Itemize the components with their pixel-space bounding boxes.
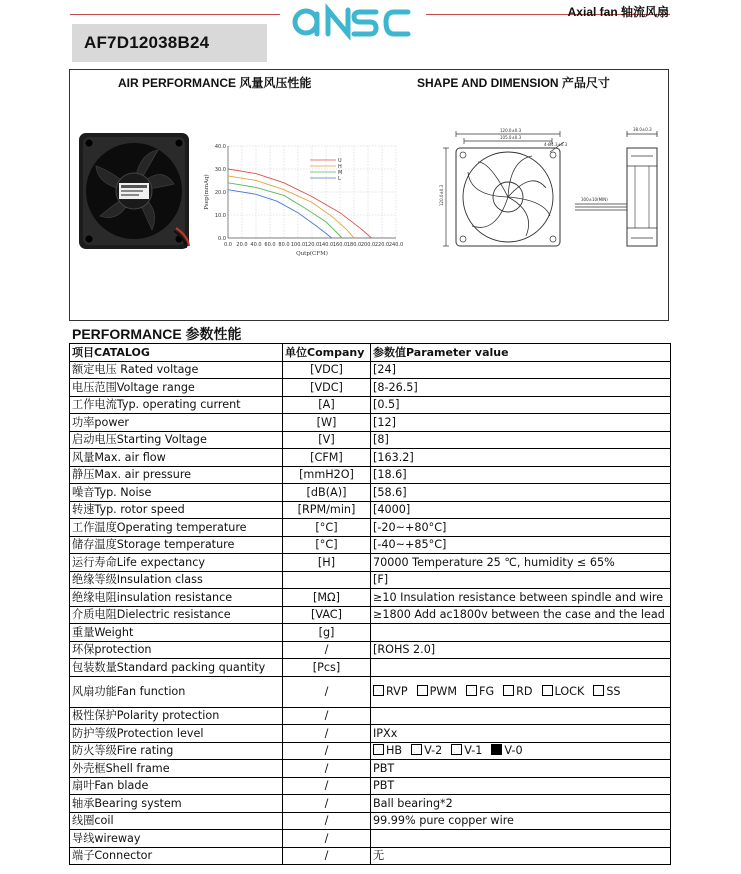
- legend-label: H: [338, 164, 342, 170]
- value-cell: [8]: [371, 431, 671, 449]
- catalog-cell: 包装数量Standard packing quantity: [70, 659, 283, 677]
- unit-cell: /: [283, 760, 371, 778]
- table-row: [70, 676, 671, 707]
- value-cell: IPXx: [371, 725, 671, 743]
- x-tick-label: 200.0: [360, 242, 376, 248]
- legend-label: M: [338, 170, 343, 176]
- table-row: [70, 396, 671, 414]
- checkbox-icon[interactable]: [417, 685, 428, 696]
- unit-cell: [W]: [283, 414, 371, 432]
- table-row: [70, 519, 671, 537]
- catalog-cell: 转速Typ. rotor speed: [70, 501, 283, 519]
- unit-cell: /: [283, 676, 371, 707]
- x-tick-label: 100.0: [290, 242, 306, 248]
- model-number-box: [72, 24, 267, 62]
- x-tick-label: 80.0: [278, 242, 290, 248]
- table-row: [70, 589, 671, 607]
- x-tick-label: 220.0: [374, 242, 390, 248]
- shape-dimension-title: SHAPE AND DIMENSION 产品尺寸: [417, 76, 610, 90]
- catalog-cell: 外壳框Shell frame: [70, 760, 283, 778]
- checkbox-icon[interactable]: [491, 744, 502, 755]
- catalog-cell: 重量Weight: [70, 624, 283, 642]
- x-tick-label: 60.0: [264, 242, 276, 248]
- value-cell: [24]: [371, 361, 671, 379]
- option-label: LOCK: [554, 685, 585, 698]
- y-tick-label: 20.0: [214, 190, 226, 196]
- catalog-cell: 线圈coil: [70, 812, 283, 830]
- option-rd[interactable]: [503, 685, 532, 698]
- y-tick-label: 30.0: [214, 167, 226, 173]
- unit-cell: [°C]: [283, 519, 371, 537]
- header-title: Axial fan 轴流风扇: [567, 5, 669, 19]
- dimension-side-view: [575, 126, 665, 256]
- value-cell: Ball bearing*2: [371, 795, 671, 813]
- x-tick-label: 40.0: [250, 242, 262, 248]
- table-row: [70, 760, 671, 778]
- header-rule-left: [70, 14, 280, 15]
- value-cell: [371, 659, 671, 677]
- x-tick-label: 140.0: [318, 242, 334, 248]
- catalog-cell: 工作温度Operating temperature: [70, 519, 283, 537]
- table-row: [70, 501, 671, 519]
- unit-cell: /: [283, 742, 371, 760]
- table-row: [70, 707, 671, 725]
- checkbox-icon[interactable]: [451, 744, 462, 755]
- value-cell: [-20~+80°C]: [371, 519, 671, 537]
- unit-cell: [°C]: [283, 536, 371, 554]
- table-row: [70, 606, 671, 624]
- catalog-cell: 介质电阻Dielectric resistance: [70, 606, 283, 624]
- unit-cell: [dB(A)]: [283, 484, 371, 502]
- option-fg[interactable]: [466, 685, 494, 698]
- catalog-cell: 扇叶Fan blade: [70, 777, 283, 795]
- table-row: [70, 449, 671, 467]
- unit-cell: /: [283, 641, 371, 659]
- catalog-cell: 绝缘等级Insulation class: [70, 571, 283, 589]
- value-cell: [ROHS 2.0]: [371, 641, 671, 659]
- option-label: HB: [386, 744, 403, 758]
- table-row: [70, 571, 671, 589]
- unit-cell: /: [283, 812, 371, 830]
- unit-cell: /: [283, 795, 371, 813]
- value-cell: 99.99% pure copper wire: [371, 812, 671, 830]
- table-row: [70, 484, 671, 502]
- legend-label: U: [338, 158, 342, 164]
- table-row: [70, 361, 671, 379]
- table-row: [70, 431, 671, 449]
- unit-cell: [VDC]: [283, 361, 371, 379]
- value-cell: PBT: [371, 777, 671, 795]
- value-cell: [371, 707, 671, 725]
- unit-cell: [H]: [283, 554, 371, 572]
- catalog-cell: 防火等级Fire rating: [70, 742, 283, 760]
- table-row: [70, 536, 671, 554]
- catalog-cell: 风量Max. air flow: [70, 449, 283, 467]
- table-row: [70, 554, 671, 572]
- catalog-cell: 额定电压 Rated voltage: [70, 361, 283, 379]
- performance-table: [69, 343, 671, 865]
- catalog-cell: 噪音Typ. Noise: [70, 484, 283, 502]
- dim-lead: 300±10(MIN): [581, 197, 608, 202]
- x-tick-label: 180.0: [346, 242, 362, 248]
- checkbox-icon[interactable]: [411, 744, 422, 755]
- unit-cell: [CFM]: [283, 449, 371, 467]
- value-cell: [371, 830, 671, 848]
- option-label: RVP: [386, 685, 408, 698]
- option-hb[interactable]: [373, 744, 402, 757]
- value-cell: [F]: [371, 571, 671, 589]
- dim-hole: 4-Ø4.3±0.3: [544, 142, 568, 147]
- checkbox-icon[interactable]: [503, 685, 514, 696]
- value-cell: 70000 Temperature 25 ℃, humidity ≤ 65%: [371, 554, 671, 572]
- option-label: RD: [516, 685, 533, 698]
- table-row: [70, 742, 671, 760]
- unit-cell: [VDC]: [283, 379, 371, 397]
- options-cell: [371, 676, 671, 707]
- option-ss[interactable]: [593, 685, 620, 698]
- option-v-0[interactable]: [491, 744, 522, 757]
- unit-cell: [g]: [283, 624, 371, 642]
- value-cell: [163.2]: [371, 449, 671, 467]
- x-tick-label: 120.0: [304, 242, 320, 248]
- dim-width-hole: 105.0±0.3: [500, 135, 522, 140]
- catalog-cell: 储存温度Storage temperature: [70, 536, 283, 554]
- catalog-cell: 功率power: [70, 414, 283, 432]
- catalog-cell: 运行寿命Life expectancy: [70, 554, 283, 572]
- table-row: [70, 847, 671, 865]
- catalog-cell: 静压Max. air pressure: [70, 466, 283, 484]
- y-tick-label: 40.0: [214, 144, 226, 150]
- catalog-cell: 绝缘电阻insulation resistance: [70, 589, 283, 607]
- option-label: V-1: [464, 744, 483, 758]
- model-number: AF7D12038B24: [84, 33, 210, 52]
- table-row: [70, 830, 671, 848]
- y-axis-label: Psep(mmAq): [204, 174, 210, 210]
- performance-dimension-panel: [69, 69, 669, 321]
- table-row: [70, 725, 671, 743]
- unit-cell: /: [283, 847, 371, 865]
- unit-cell: [MΩ]: [283, 589, 371, 607]
- catalog-cell: 极性保护Polarity protection: [70, 707, 283, 725]
- catalog-cell: 风扇功能Fan function: [70, 676, 283, 707]
- dim-height: 120.0±0.3: [439, 184, 444, 206]
- checkbox-icon[interactable]: [593, 685, 604, 696]
- ansc-logo: [290, 2, 412, 44]
- value-cell: [371, 624, 671, 642]
- x-axis-label: Qutp(CFM): [296, 251, 328, 257]
- air-performance-chart: [200, 136, 412, 258]
- air-performance-title: AIR PERFORMANCE 风量风压性能: [118, 76, 312, 90]
- value-cell: [18.6]: [371, 466, 671, 484]
- unit-cell: [VAC]: [283, 606, 371, 624]
- catalog-cell: 防护等级Protection level: [70, 725, 283, 743]
- checkbox-icon[interactable]: [542, 685, 553, 696]
- unit-cell: /: [283, 725, 371, 743]
- fan-photo: [78, 132, 190, 250]
- value-cell: [4000]: [371, 501, 671, 519]
- table-row: [70, 795, 671, 813]
- unit-cell: /: [283, 707, 371, 725]
- y-tick-label: 10.0: [214, 213, 226, 219]
- y-tick-label: 0.0: [218, 236, 226, 242]
- options-cell: [371, 742, 671, 760]
- unit-cell: /: [283, 830, 371, 848]
- option-rvp[interactable]: [373, 685, 408, 698]
- table-row: [70, 379, 671, 397]
- value-cell: [12]: [371, 414, 671, 432]
- legend-label: L: [338, 176, 341, 182]
- table-row: [70, 641, 671, 659]
- table-row: [70, 414, 671, 432]
- unit-cell: [A]: [283, 396, 371, 414]
- value-cell: [-40~+85°C]: [371, 536, 671, 554]
- dimension-front-view: [432, 126, 582, 250]
- catalog-header: 项目CATALOG: [70, 344, 283, 362]
- catalog-cell: 工作电流Typ. operating current: [70, 396, 283, 414]
- option-label: SS: [606, 685, 621, 698]
- series-line-m: [228, 183, 342, 238]
- x-tick-label: 20.0: [236, 242, 248, 248]
- option-lock[interactable]: [542, 685, 585, 698]
- unit-cell: /: [283, 777, 371, 795]
- option-label: V-0: [504, 744, 523, 758]
- dim-width-outer: 120.0±0.3: [500, 128, 522, 133]
- option-label: V-2: [424, 744, 443, 758]
- catalog-cell: 轴承Bearing system: [70, 795, 283, 813]
- table-row: [70, 466, 671, 484]
- value-cell: PBT: [371, 760, 671, 778]
- table-header-row: [70, 344, 671, 362]
- value-cell: ≥1800 Add ac1800v between the case and the lead: [371, 606, 671, 624]
- checkbox-icon[interactable]: [466, 685, 477, 696]
- option-v-1[interactable]: [451, 744, 482, 757]
- x-tick-label: 240.0: [388, 242, 404, 248]
- unit-cell: [V]: [283, 431, 371, 449]
- option-label: FG: [479, 685, 495, 698]
- unit-cell: [283, 571, 371, 589]
- catalog-cell: 启动电压Starting Voltage: [70, 431, 283, 449]
- value-cell: [8-26.5]: [371, 379, 671, 397]
- unit-cell: [Pcs]: [283, 659, 371, 677]
- x-tick-label: 0.0: [224, 242, 232, 248]
- series-line-h: [228, 176, 354, 238]
- table-row: [70, 659, 671, 677]
- unit-header: 单位Company: [283, 344, 371, 362]
- table-row: [70, 812, 671, 830]
- catalog-cell: 环保protection: [70, 641, 283, 659]
- option-v-2[interactable]: [411, 744, 442, 757]
- dim-depth: 38.0±0.3: [633, 127, 652, 132]
- catalog-cell: 电压范围Voltage range: [70, 379, 283, 397]
- x-tick-label: 160.0: [332, 242, 348, 248]
- table-row: [70, 624, 671, 642]
- table-row: [70, 777, 671, 795]
- catalog-cell: 端子Connector: [70, 847, 283, 865]
- unit-cell: [RPM/min]: [283, 501, 371, 519]
- unit-cell: [mmH2O]: [283, 466, 371, 484]
- value-cell: [58.6]: [371, 484, 671, 502]
- value-header: 参数值Parameter value: [371, 344, 671, 362]
- value-cell: [0.5]: [371, 396, 671, 414]
- value-cell: 无: [371, 847, 671, 865]
- checkbox-icon[interactable]: [373, 744, 384, 755]
- option-label: PWM: [429, 685, 458, 698]
- catalog-cell: 导线wireway: [70, 830, 283, 848]
- value-cell: ≥10 Insulation resistance between spindle and wire: [371, 589, 671, 607]
- checkbox-icon[interactable]: [373, 685, 384, 696]
- series-line-l: [228, 190, 332, 238]
- performance-title: PERFORMANCE 参数性能: [72, 326, 242, 342]
- option-pwm[interactable]: [417, 685, 457, 698]
